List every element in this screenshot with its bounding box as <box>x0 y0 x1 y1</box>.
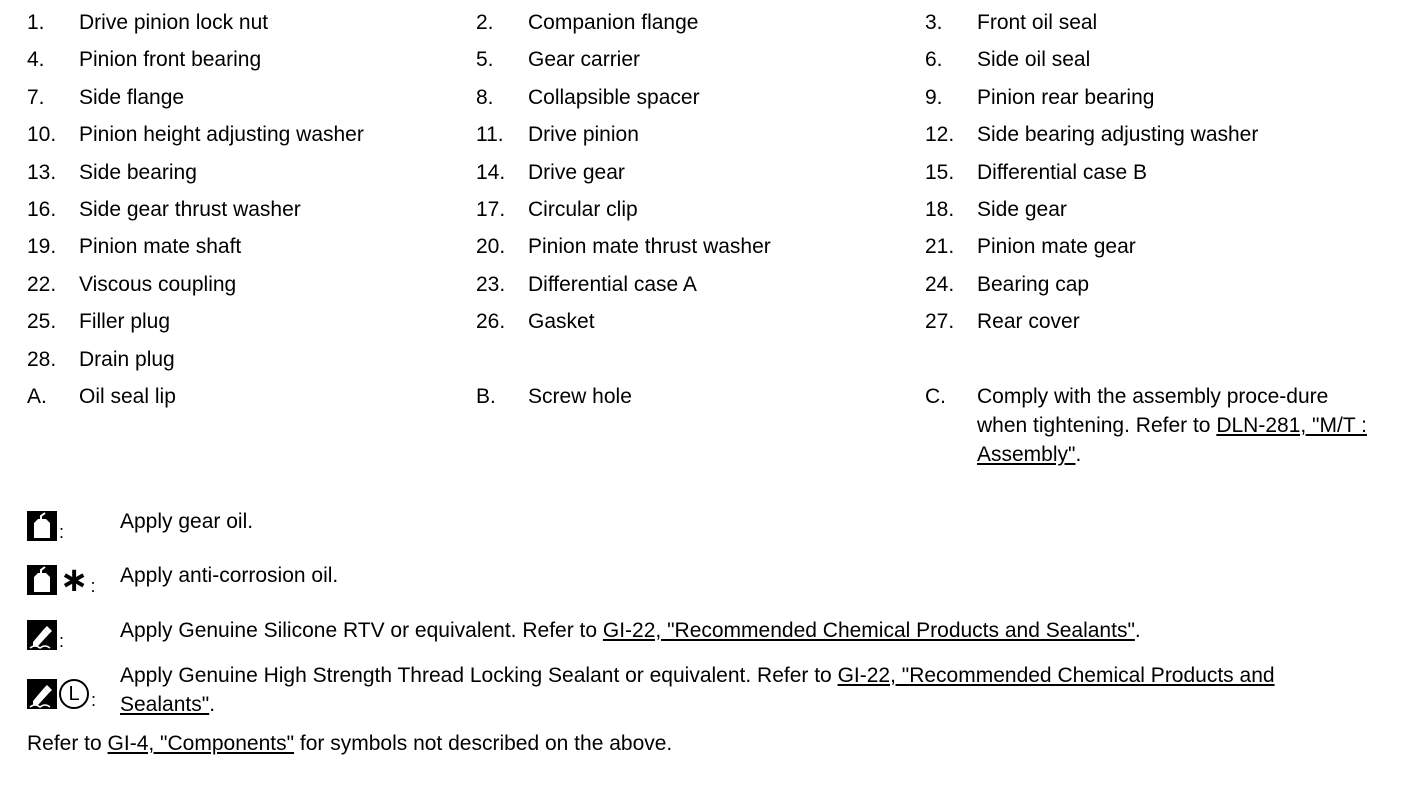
gi-22-link-2[interactable]: GI-22, "Recommended Chemical Products and Sealants" <box>120 664 1275 716</box>
part-number: 22. <box>27 272 57 296</box>
legend-anti-corrosion-text: Apply anti-corrosion oil. <box>120 564 339 587</box>
part-number: 23. <box>476 272 506 296</box>
part-item <box>476 270 925 307</box>
part-item <box>925 8 1380 45</box>
legend-thread-lock-text: Apply Genuine High Strength Thread Locking Sealant or equivalent. Refer to GI-22, "Recommended Chemical Products and Sealants". <box>120 664 1275 716</box>
part-label: Drain plug <box>79 347 175 371</box>
part-number: 27. <box>925 310 955 334</box>
part-item <box>476 382 925 419</box>
part-label: Circular clip <box>528 197 638 221</box>
part-item <box>27 120 476 157</box>
part-label: Differential case A <box>528 272 697 296</box>
part-number: 9. <box>925 85 943 109</box>
part-label: Gasket <box>528 310 595 334</box>
part-item <box>476 120 925 157</box>
part-label: Side bearing <box>79 160 197 184</box>
part-number: 28. <box>27 347 57 371</box>
part-label: Pinion mate shaft <box>79 235 242 259</box>
footer-note: Refer to GI-4, "Components" for symbols not described on the above. <box>27 732 673 755</box>
part-number: 26. <box>476 310 506 334</box>
part-item <box>925 345 1380 382</box>
part-item <box>476 345 925 382</box>
part-number: B. <box>476 384 496 408</box>
part-number: 1. <box>27 11 45 34</box>
part-item <box>925 270 1380 307</box>
part-number: 14. <box>476 160 506 184</box>
part-item <box>27 232 476 269</box>
part-item <box>27 158 476 195</box>
part-item <box>476 232 925 269</box>
part-label: Rear cover <box>977 310 1080 334</box>
part-number: 12. <box>925 123 955 147</box>
part-label: Side gear <box>977 197 1067 221</box>
part-label: Side flange <box>79 85 185 109</box>
part-item <box>27 345 476 382</box>
part-label: Drive pinion <box>528 123 639 147</box>
part-number: 3. <box>925 11 943 34</box>
part-label: Pinion mate thrust washer <box>528 235 771 259</box>
part-label: Drive gear <box>528 160 625 184</box>
part-number: 25. <box>27 310 57 334</box>
part-item <box>925 83 1380 120</box>
oil-can-icon: : <box>27 507 64 541</box>
part-item <box>476 195 925 232</box>
part-number: 6. <box>925 48 943 72</box>
sealant-icon: : <box>27 616 64 650</box>
sealant-locking-icon: L : <box>27 675 96 709</box>
part-item <box>476 307 925 344</box>
part-number: 10. <box>27 123 57 147</box>
part-item <box>476 83 925 120</box>
part-item <box>925 120 1380 157</box>
parts-list <box>27 8 1380 419</box>
part-item <box>27 8 476 45</box>
part-item <box>27 270 476 307</box>
part-number: 5. <box>476 48 494 72</box>
part-item <box>27 307 476 344</box>
locking-l-icon: L <box>59 679 89 709</box>
part-number: 24. <box>925 272 955 296</box>
part-label: Filler plug <box>79 310 171 334</box>
part-number: 13. <box>27 160 57 184</box>
legend-gear-oil-text: Apply gear oil. <box>120 510 254 533</box>
part-item <box>27 45 476 82</box>
part-number: 11. <box>476 123 504 147</box>
part-number: 18. <box>925 197 955 221</box>
part-label: Oil seal lip <box>79 384 176 408</box>
part-label: Side oil seal <box>977 48 1091 72</box>
part-label: Side bearing adjusting washer <box>977 123 1259 147</box>
part-label: Bearing cap <box>977 272 1090 296</box>
part-item <box>27 382 476 419</box>
part-label: Drive pinion lock nut <box>79 11 269 34</box>
part-label: Front oil seal <box>977 11 1098 34</box>
part-item <box>476 8 925 45</box>
part-number: 20. <box>476 235 506 259</box>
part-label: Pinion rear bearing <box>977 85 1155 109</box>
oil-can-star-icon: ∗ : <box>27 561 96 595</box>
part-number: 8. <box>476 85 494 109</box>
part-item <box>925 195 1380 232</box>
part-item <box>925 307 1380 344</box>
part-label: Differential case B <box>977 160 1148 184</box>
gi-4-link[interactable]: GI-4, "Components" <box>107 732 295 755</box>
note-c-text: Comply with the assembly proce-dure when tightening. Refer to DLN-281, "M/T : Assembly". <box>977 385 1367 466</box>
part-item <box>925 45 1380 82</box>
part-item <box>27 83 476 120</box>
part-label: Viscous coupling <box>79 272 237 296</box>
part-number: 7. <box>27 85 45 109</box>
part-label: Pinion front bearing <box>79 48 262 72</box>
part-label: Screw hole <box>528 384 632 408</box>
part-item <box>27 195 476 232</box>
part-number: 17. <box>476 197 506 221</box>
part-item <box>476 45 925 82</box>
note-c-num: C. <box>925 385 946 408</box>
gi-22-link[interactable]: GI-22, "Recommended Chemical Products and Sealants" <box>602 619 1135 642</box>
part-number: 16. <box>27 197 57 221</box>
part-label: Collapsible spacer <box>528 85 700 109</box>
part-item <box>476 158 925 195</box>
part-item <box>925 158 1380 195</box>
part-label: Side gear thrust washer <box>79 197 301 221</box>
part-number: 21. <box>925 235 955 259</box>
part-item <box>925 232 1380 269</box>
part-label: Companion flange <box>528 11 699 34</box>
part-number: 19. <box>27 235 57 259</box>
part-number: A. <box>27 384 47 408</box>
dln-281-link[interactable]: DLN-281, "M/T : Assembly" <box>977 414 1367 466</box>
part-number: 15. <box>925 160 955 184</box>
part-label: Pinion height adjusting washer <box>79 123 364 147</box>
part-number: 4. <box>27 48 45 72</box>
legend-silicone-text: Apply Genuine Silicone RTV or equivalent. Refer to GI-22, "Recommended Chemical Products and Sealants". <box>120 619 1141 642</box>
part-label: Pinion mate gear <box>977 235 1136 259</box>
part-label: Gear carrier <box>528 48 641 72</box>
part-number: 2. <box>476 11 494 34</box>
